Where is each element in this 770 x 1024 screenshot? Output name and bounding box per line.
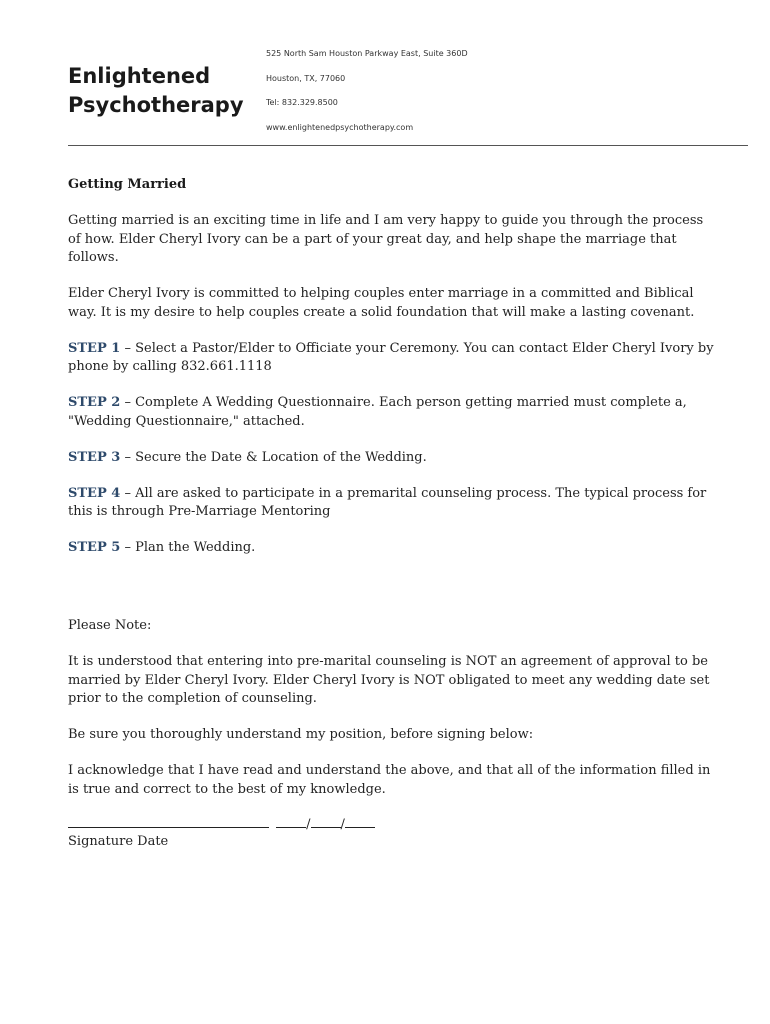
header-divider xyxy=(68,145,748,146)
signature-caption: Signature Date xyxy=(68,833,169,849)
step-5-label: STEP 5 xyxy=(68,540,121,555)
step-5-text: – Plan the Wedding. xyxy=(120,540,256,555)
step-4 xyxy=(68,485,718,522)
step-5 xyxy=(68,539,718,558)
website-url: www.enlightenedpsychotherapy.com xyxy=(266,122,414,132)
date-separator-1: / xyxy=(306,816,311,832)
date-separator-2: / xyxy=(340,816,345,832)
document-body xyxy=(68,176,718,851)
step-4-label: STEP 4 xyxy=(68,485,121,501)
step-3-text: – Secure the Date & Location of the Wedding. xyxy=(120,449,427,465)
brand-logo xyxy=(68,62,244,120)
intro-paragraph-1: Getting married is an exciting time in life and I am very happy to guide you through the process of how. Elder Cheryl Ivory can be a part of your great day, and help shape the marriage that follows. xyxy=(68,213,704,265)
step-2-text: – Complete A Wedding Questionnaire. Each person getting married must complete a, "Wedding Questionnaire," attached. xyxy=(68,395,687,429)
note-heading: Please Note: xyxy=(68,618,152,633)
intro-paragraph-2: Elder Cheryl Ivory is committed to helping couples enter marriage in a committed and Biblical way. It is my desire to help couples create a solid foundation that will make a lasting covenant. xyxy=(68,286,695,320)
note-paragraph: It is understood that entering into pre-marital counseling is NOT an agreement of approval to be married by Elder Cheryl Ivory. Elder Cheryl Ivory is NOT obligated to meet any wedding date set prior to the completion of counseling. xyxy=(68,654,710,706)
signature-row xyxy=(68,817,718,833)
step-1-label: STEP 1 xyxy=(68,340,121,356)
date-day-blank xyxy=(311,817,341,828)
step-1-text: – Select a Pastor/Elder to Officiate your Ceremony. You can contact Elder Cheryl Ivory by phone by calling 832.661.1118 xyxy=(68,340,714,374)
step-3 xyxy=(68,449,718,468)
brand-name-line2: Psychotherapy xyxy=(68,93,244,117)
step-4-text: – All are asked to participate in a premarital counseling process. The typical process for this is through Pre-Marriage Mentoring xyxy=(68,485,707,519)
step-3-label: STEP 3 xyxy=(68,449,121,465)
date-month-blank xyxy=(276,817,306,828)
address-line1: 525 North Sam Houston Parkway East, Suite 360D xyxy=(266,49,468,58)
address-line2: Houston, TX, 77060 xyxy=(266,73,346,83)
signature-blank xyxy=(68,817,269,828)
contact-block xyxy=(266,48,468,146)
brand-name-line1: Enlightened xyxy=(68,64,211,88)
step-2 xyxy=(68,394,718,431)
step-2-label: STEP 2 xyxy=(68,395,121,410)
document-title: Getting Married xyxy=(68,177,187,192)
step-1 xyxy=(68,340,718,377)
section-spacer xyxy=(68,575,718,617)
acknowledge-paragraph: I acknowledge that I have read and understand the above, and that all of the information filled in is true and correct to the best of my knowledge. xyxy=(68,763,711,797)
phone-number: Tel: 832.329.8500 xyxy=(266,98,338,107)
date-year-blank xyxy=(345,817,375,828)
position-paragraph: Be sure you thoroughly understand my position, before signing below: xyxy=(68,727,534,742)
